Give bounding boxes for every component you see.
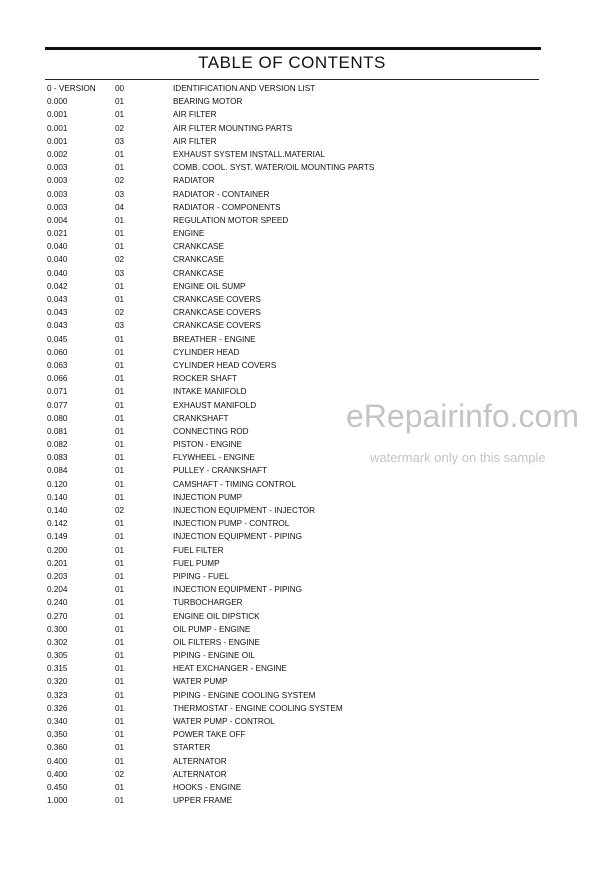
toc-number: 01 [115,281,125,291]
toc-row [47,161,547,174]
toc-row [47,108,547,121]
toc-number: 01 [115,585,125,595]
toc-label: EXHAUST SYSTEM INSTALL.MATERIAL [173,149,325,159]
toc-label: ENGINE OIL DIPSTICK [173,611,260,621]
toc-row [47,319,547,332]
toc-number: 02 [115,308,125,318]
toc-row [47,781,547,794]
toc-number: 01 [115,532,125,542]
toc-row [47,702,547,715]
toc-code: 0.066 [47,374,68,384]
toc-row [47,636,547,649]
toc-number: 01 [115,466,125,476]
toc-code: 0.042 [47,281,68,291]
toc-number: 01 [115,215,125,225]
toc-label: FLYWHEEL - ENGINE [173,453,255,463]
toc-row [47,174,547,187]
toc-number: 03 [115,268,125,278]
toc-code: 0.002 [47,149,68,159]
toc-label: CONNECTING ROD [173,426,249,436]
toc-code: 0.315 [47,664,68,674]
toc-number: 01 [115,545,125,555]
toc-code: 0.270 [47,611,68,621]
toc-code: 0.305 [47,651,68,661]
toc-number: 01 [115,677,125,687]
toc-label: IDENTIFICATION AND VERSION LIST [173,84,316,93]
toc-number: 02 [115,123,125,133]
toc-code: 0.201 [47,558,68,568]
toc-number: 01 [115,796,125,806]
toc-number: 01 [115,558,125,568]
toc-label: HOOKS - ENGINE [173,782,242,792]
toc-code: 0.043 [47,321,68,331]
toc-number: 01 [115,598,125,608]
toc-code: 0.003 [47,189,68,199]
toc-row [47,728,547,741]
toc-code: 0.040 [47,268,68,278]
toc-label: RADIATOR - COMPONENTS [173,202,281,212]
toc-number: 01 [115,664,125,674]
toc-row [47,372,547,385]
toc-label: FUEL FILTER [173,545,224,555]
toc-label: RADIATOR [173,176,215,186]
toc-number: 01 [115,492,125,502]
toc-row [47,122,547,135]
toc-code: 0.203 [47,571,68,581]
toc-label: INJECTION EQUIPMENT - INJECTOR [173,506,316,515]
toc-label: AIR FILTER [173,136,217,146]
toc-number: 01 [115,651,125,661]
toc-number: 01 [115,571,125,581]
toc-label: ENGINE OIL SUMP [173,281,246,291]
toc-number: 03 [115,189,125,199]
toc-label: ROCKER SHAFT [173,374,238,384]
toc-row [47,662,547,675]
toc-code: 0.060 [47,347,68,357]
toc-row [47,227,547,240]
toc-label: CRANKCASE COVERS [173,321,261,331]
toc-row [47,715,547,728]
toc-row [47,148,547,161]
toc-code: 0.021 [47,229,68,239]
toc-row [47,517,547,530]
toc-code: 0.004 [47,215,68,225]
toc-number: 02 [115,255,125,265]
toc-number: 03 [115,136,125,146]
toc-code: 0.081 [47,426,68,436]
toc-label: UPPER FRAME [173,796,233,806]
toc-number: 01 [115,453,125,463]
watermark-site: eRepairinfo.com [346,398,579,434]
toc-code: 0.149 [47,532,68,542]
toc-code: 0.001 [47,110,68,120]
toc-code: 0.080 [47,413,68,423]
toc-number: 01 [115,242,125,252]
toc-row [47,689,547,702]
toc-table [47,82,547,807]
toc-label: PIPING - ENGINE OIL [173,651,255,661]
toc-row [47,359,547,372]
toc-code: 0.003 [47,176,68,186]
toc-number: 01 [115,703,125,713]
toc-code: 0.003 [47,202,68,212]
toc-row [47,570,547,583]
toc-number: 02 [115,769,125,779]
toc-row [47,649,547,662]
toc-row [47,306,547,319]
toc-code: 0.043 [47,308,68,318]
toc-row [47,95,547,108]
toc-number: 01 [115,295,125,304]
toc-number: 02 [115,506,125,515]
toc-code: 0.043 [47,295,68,304]
toc-row [47,755,547,768]
toc-label: ALTERNATOR [173,756,227,766]
toc-number: 01 [115,782,125,792]
toc-code: 0.077 [47,400,68,410]
toc-label: THERMOSTAT - ENGINE COOLING SYSTEM [173,703,343,713]
toc-code: 0.083 [47,453,68,463]
toc-row [47,464,547,477]
toc-code: 0.000 [47,97,68,107]
toc-row [47,293,547,306]
toc-label: TURBOCHARGER [173,598,243,608]
toc-number: 01 [115,229,125,239]
toc-row [47,214,547,227]
toc-number: 01 [115,334,125,344]
toc-label: REGULATION MOTOR SPEED [173,215,289,225]
toc-number: 04 [115,202,125,212]
toc-label: EXHAUST MANIFOLD [173,400,257,410]
toc-row [47,557,547,570]
toc-label: CRANKCASE COVERS [173,308,261,318]
toc-label: INJECTION PUMP - CONTROL [173,519,290,529]
toc-number: 00 [115,84,125,93]
toc-row [47,623,547,636]
toc-label: ALTERNATOR [173,769,227,779]
toc-label: HEAT EXCHANGER - ENGINE [173,664,287,674]
toc-number: 01 [115,360,125,370]
toc-code: 0.360 [47,743,68,753]
toc-label: STARTER [173,743,211,753]
toc-number: 01 [115,110,125,120]
toc-code: 0.040 [47,255,68,265]
toc-row [47,491,547,504]
toc-code: 0.071 [47,387,68,397]
toc-label: CRANKCASE COVERS [173,295,261,304]
toc-number: 01 [115,400,125,410]
toc-code: 1.000 [47,796,68,806]
toc-row [47,253,547,266]
toc-number: 01 [115,611,125,621]
toc-row [47,280,547,293]
toc-number: 01 [115,637,125,647]
toc-label: AIR FILTER MOUNTING PARTS [173,123,293,133]
toc-label: CAMSHAFT - TIMING CONTROL [173,479,296,489]
toc-label: INJECTION PUMP [173,492,243,502]
toc-code: 0.323 [47,690,68,700]
toc-row [47,675,547,688]
toc-label: CYLINDER HEAD [173,347,240,357]
toc-label: CRANKCASE [173,268,224,278]
toc-number: 01 [115,730,125,740]
toc-label: CRANKCASE [173,242,224,252]
toc-row [47,768,547,781]
toc-row [47,741,547,754]
toc-code: 0.120 [47,479,68,489]
toc-row [47,240,547,253]
toc-number: 01 [115,690,125,700]
top-rule [45,47,541,50]
toc-number: 01 [115,149,125,159]
toc-label: INJECTION EQUIPMENT - PIPING [173,532,303,542]
toc-number: 03 [115,321,125,331]
toc-code: 0.400 [47,769,68,779]
toc-row [47,201,547,214]
toc-code: 0.140 [47,506,68,515]
toc-code: 0.084 [47,466,68,476]
toc-code: 0.140 [47,492,68,502]
toc-row [47,82,547,95]
toc-code: 0.326 [47,703,68,713]
page-title: TABLE OF CONTENTS [198,53,386,72]
toc-number: 01 [115,426,125,436]
toc-code: 0.001 [47,123,68,133]
toc-label: CRANKCASE [173,255,224,265]
toc-number: 01 [115,163,125,173]
toc-label: RADIATOR - CONTAINER [173,189,270,199]
toc-number: 01 [115,479,125,489]
toc-label: AIR FILTER [173,110,217,120]
toc-code: 0.040 [47,242,68,252]
toc-code: 0.302 [47,637,68,647]
toc-row [47,610,547,623]
toc-code: 0.003 [47,163,68,173]
toc-row [47,478,547,491]
toc-number: 01 [115,374,125,384]
toc-number: 01 [115,756,125,766]
toc-row [47,188,547,201]
toc-row [47,530,547,543]
toc-code: 0.063 [47,360,68,370]
toc-row [47,596,547,609]
toc-number: 01 [115,624,125,634]
toc-number: 01 [115,717,125,726]
toc-row [47,333,547,346]
toc-code: 0.204 [47,585,68,595]
toc-row [47,135,547,148]
toc-label: INTAKE MANIFOLD [173,387,247,397]
toc-label: PIPING - ENGINE COOLING SYSTEM [173,690,316,700]
toc-code: 0.320 [47,677,68,687]
toc-label: CYLINDER HEAD COVERS [173,360,277,370]
toc-code: 0 - VERSION [47,84,96,93]
toc-label: COMB. COOL. SYST. WATER/OIL MOUNTING PARTS [173,163,375,173]
toc-label: INJECTION EQUIPMENT - PIPING [173,585,303,595]
toc-label: FUEL PUMP [173,558,220,568]
toc-code: 0.045 [47,334,68,344]
toc-row [47,385,547,398]
toc-code: 0.142 [47,519,68,529]
toc-number: 01 [115,519,125,529]
toc-row [47,346,547,359]
toc-row [47,267,547,280]
toc-code: 0.450 [47,782,68,792]
toc-label: BEARING MOTOR [173,97,243,107]
toc-row [47,794,547,807]
watermark-note: watermark only on this sample [370,450,546,465]
toc-code: 0.082 [47,440,68,450]
toc-label: ENGINE [173,229,205,239]
title-rule [45,79,539,80]
toc-row [47,544,547,557]
toc-code: 0.350 [47,730,68,740]
toc-number: 01 [115,97,125,107]
toc-code: 0.200 [47,545,68,555]
toc-code: 0.001 [47,136,68,146]
toc-row [47,504,547,517]
toc-number: 02 [115,176,125,186]
toc-code: 0.240 [47,598,68,608]
toc-label: PIPING - FUEL [173,571,229,581]
toc-code: 0.340 [47,717,68,726]
toc-number: 01 [115,387,125,397]
toc-number: 01 [115,440,125,450]
toc-label: WATER PUMP [173,677,228,687]
toc-label: OIL FILTERS - ENGINE [173,637,260,647]
toc-row [47,583,547,596]
toc-code: 0.300 [47,624,68,634]
toc-label: CRANKSHAFT [173,413,229,423]
toc-number: 01 [115,743,125,753]
toc-code: 0.400 [47,756,68,766]
toc-label: PULLEY - CRANKSHAFT [173,466,268,476]
toc-label: BREATHER - ENGINE [173,334,256,344]
toc-label: PISTON - ENGINE [173,440,242,450]
toc-label: OIL PUMP - ENGINE [173,624,251,634]
toc-label: WATER PUMP - CONTROL [173,717,275,726]
toc-label: POWER TAKE OFF [173,730,246,740]
toc-number: 01 [115,347,125,357]
toc-number: 01 [115,413,125,423]
